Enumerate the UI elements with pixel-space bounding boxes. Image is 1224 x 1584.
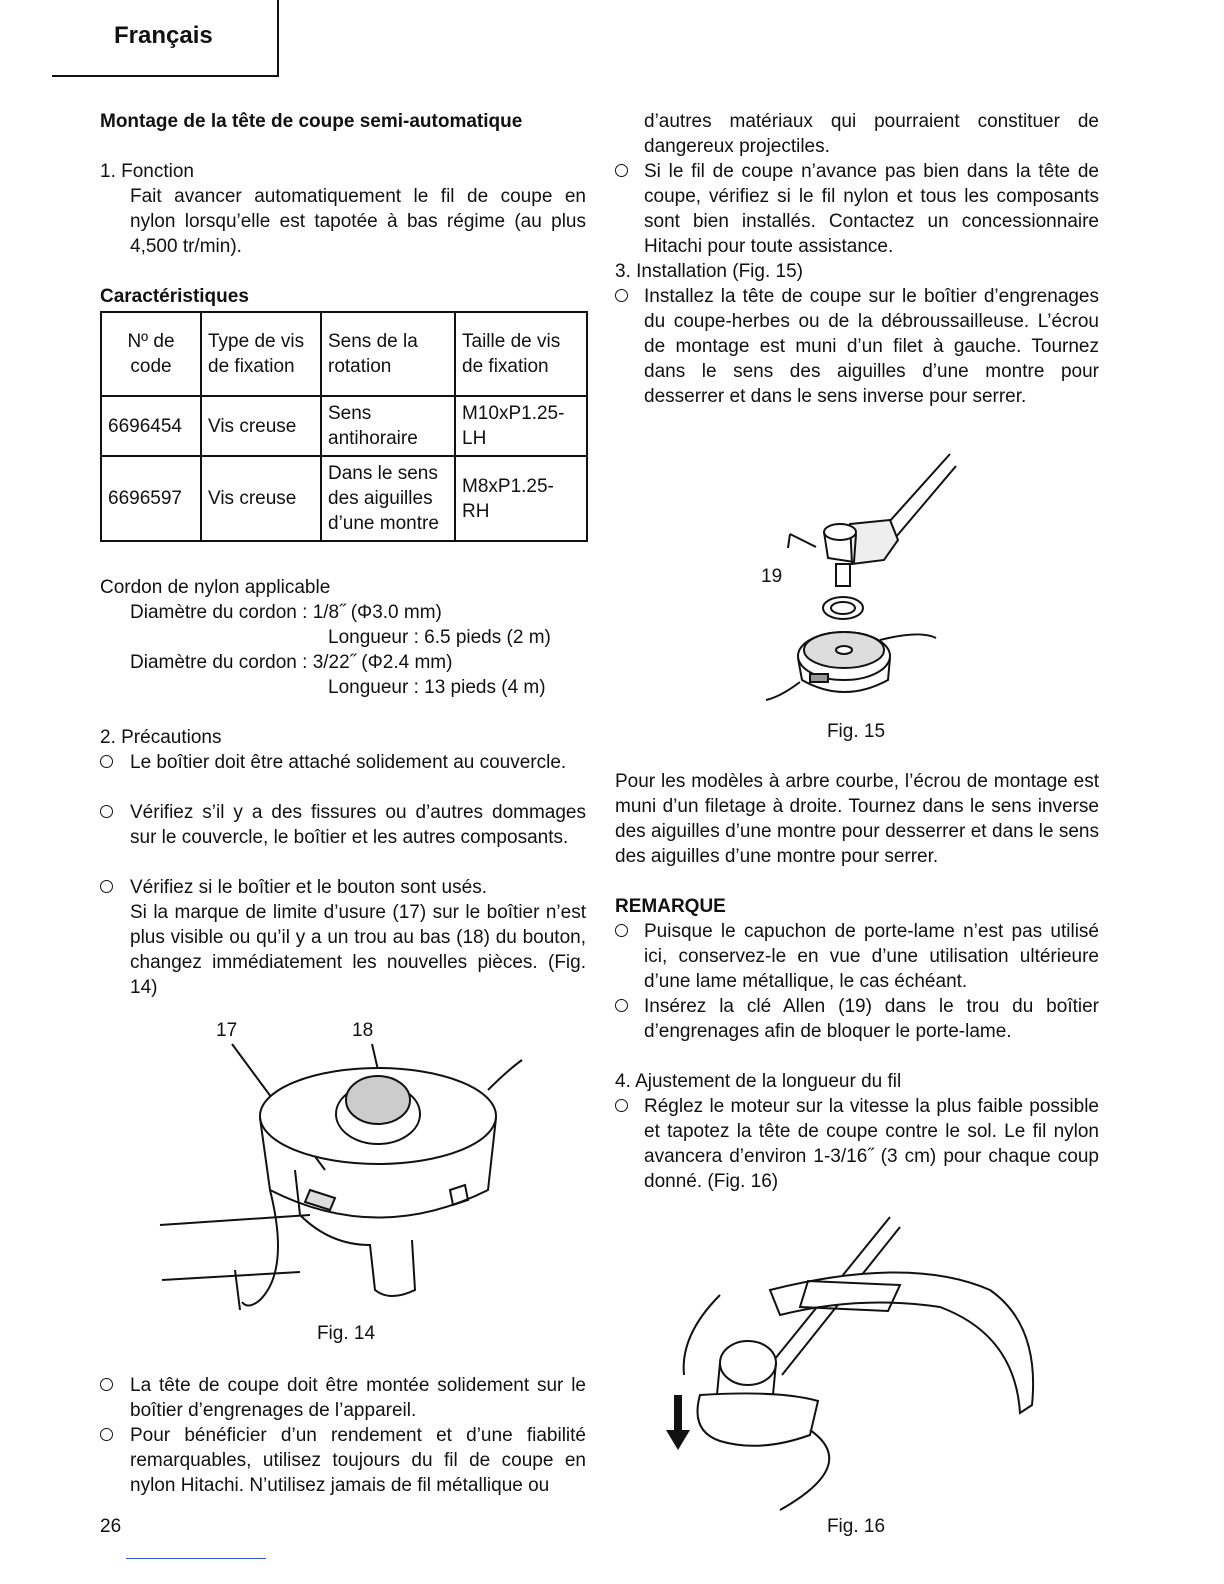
bullet-circle-icon (615, 164, 628, 177)
cord-length-2: Longueur : 13 pieds (4 m) (328, 677, 546, 698)
fig14-label-17: 17 (216, 1020, 238, 1041)
remarque-heading: REMARQUE (615, 896, 726, 917)
precaution-4: La tête de coupe doit être montée solidement sur le boîtier d’engrenages de l’appareil. (130, 1375, 586, 1421)
section-title: Montage de la tête de coupe semi-automatique (100, 111, 523, 132)
bullet-circle-icon (100, 755, 113, 768)
table-header-cell: Nº de code (101, 312, 201, 396)
precaution-1: Le boîtier doit être attaché solidement au couvercle. (130, 752, 567, 773)
fig15-caption: Fig. 15 (826, 721, 886, 742)
bullet-circle-icon (100, 1378, 113, 1391)
table-cell: 6696454 (101, 396, 201, 456)
bullet-circle-icon (615, 289, 628, 302)
line-adjust-text: Réglez le moteur sur la vitesse la plus faible possible et tapotez la tête de coupe contre le sol. Le fil nylon avancera d’environ 1-3/16˝ (3 cm) pour chaque coup donné. (Fig. 16) (644, 1096, 1099, 1192)
bullet-circle-icon (100, 880, 113, 893)
remarque-1: Puisque le capuchon de porte-lame n’est pas utilisé ici, conservez-le en vue d’une utilisation ultérieure d’une lame métallique, le cas échéant. (644, 921, 1099, 992)
table-cell: Vis creuse (201, 396, 321, 456)
table-header-cell: Taille de vis de fixation (455, 312, 587, 396)
precaution-2: Vérifiez s’il y a des fissures ou d’autres dommages sur le couvercle, le boîtier et les autres composants. (130, 802, 586, 848)
table-cell: Sens antihoraire (321, 396, 455, 456)
table-cell: Vis creuse (201, 456, 321, 541)
fig16-illustration (660, 1215, 1060, 1520)
section-3-heading: 3. Installation (Fig. 15) (615, 261, 803, 282)
table-header-cell: Type de vis de fixation (201, 312, 321, 396)
precaution-5: Pour bénéficier d’un rendement et d’une fiabilité remarquables, utilisez toujours du fil de coupe en nylon Hitachi. N’utilisez jamais de fil métallique ou (130, 1425, 586, 1496)
cord-length-1: Longueur : 6.5 pieds (2 m) (328, 627, 551, 648)
footer-rule (126, 1558, 266, 1559)
precaution-3b: Si la marque de limite d’usure (17) sur le boîtier n’est plus visible ou qu’il y a un trou au bas (18) du bouton, changez immédiatement les nouvelles pièces. (Fig. 14) (130, 902, 586, 998)
table-cell: 6696597 (101, 456, 201, 541)
bullet-circle-icon (100, 1428, 113, 1441)
table-cell: M10xP1.25-LH (455, 396, 587, 456)
continued-text: d’autres matériaux qui pourraient constituer de dangereux projectiles. (644, 111, 1099, 157)
table-cell: M8xP1.25-RH (455, 456, 587, 541)
remarque-2: Insérez la clé Allen (19) dans le trou du boîtier d’engrenages afin de bloquer le porte-lame. (644, 996, 1099, 1042)
bullet-circle-icon (100, 805, 113, 818)
cord-diameter-2: Diamètre du cordon : 3/22˝ (Φ2.4 mm) (130, 652, 453, 673)
table-row (101, 456, 587, 541)
table-cell: Dans le sens des aiguilles d’une montre (321, 456, 455, 541)
language-label: Français (114, 22, 213, 49)
down-arrow-icon (666, 1395, 690, 1450)
fig14-caption: Fig. 14 (316, 1323, 376, 1344)
fig15-label-19: 19 (761, 566, 783, 587)
table-header-cell: Sens de la rotation (321, 312, 455, 396)
fig16-caption: Fig. 16 (826, 1516, 886, 1537)
fig15-illustration (760, 452, 960, 714)
curved-shaft-text: Pour les modèles à arbre courbe, l’écrou de montage est muni d’un filetage à droite. Tournez dans le sens inverse des aiguilles d’une montre pour desserrer et dans le sens des aiguilles d’une montre pour serrer. (615, 771, 1099, 867)
bullet-circle-icon (615, 1099, 628, 1112)
language-tab (52, 0, 279, 77)
table-header-row (101, 312, 587, 396)
precaution-6: Si le fil de coupe n’avance pas bien dans la tête de coupe, vérifiez si le fil nylon et tous les composants sont bien installés. Contactez un concessionnaire Hitachi pour toute assistance. (644, 161, 1099, 257)
precaution-3a: Vérifiez si le boîtier et le bouton sont usés. (130, 877, 487, 898)
spec-table (100, 311, 588, 542)
installation-text: Installez la tête de coupe sur le boîtier d’engrenages du coupe-herbes ou de la débroussailleuse. L’écrou de montage est muni d’un filet à gauche. Tournez dans le sens des aiguilles d’une montre pour desserrer et dans le sens inverse pour serrer. (644, 286, 1099, 407)
section-1-text: Fait avancer automatiquement le fil de coupe en nylon lorsqu’elle est tapotée à bas régime (au plus 4,500 tr/min). (130, 186, 586, 257)
bullet-circle-icon (615, 924, 628, 937)
fig14-label-18: 18 (352, 1020, 374, 1041)
page-number: 26 (100, 1516, 122, 1537)
section-2-heading: 2. Précautions (100, 727, 222, 748)
cord-title: Cordon de nylon applicable (100, 577, 331, 598)
fig14-illustration (150, 1040, 530, 1315)
spec-heading: Caractéristiques (100, 286, 249, 307)
bullet-circle-icon (615, 999, 628, 1012)
cord-diameter-1: Diamètre du cordon : 1/8˝ (Φ3.0 mm) (130, 602, 442, 623)
section-4-heading: 4. Ajustement de la longueur du fil (615, 1071, 902, 1092)
table-row (101, 396, 587, 456)
section-1-heading: 1. Fonction (100, 161, 194, 182)
